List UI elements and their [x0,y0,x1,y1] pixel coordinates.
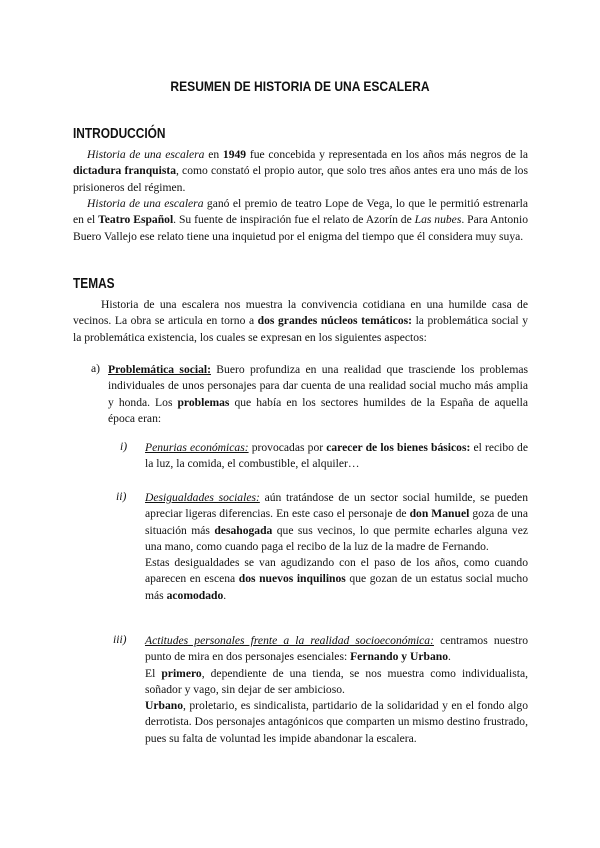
list-marker-a: a) [91,362,101,375]
list-marker-iii: iii) [113,633,127,646]
introduccion-paragraph-2: Historia de una escalera ganó el premio de teatro Lope de Vega, lo que le permitió estrenarla en el Teatro Español. Su fuente de inspiración fue el relato de Azorín de Las nubes. Para Antonio Buero Vallejo ese relato tiene una inquietud por el enigma del tiempo que él considera muy suya. [73,197,529,243]
temas-heading: TEMAS [73,276,115,292]
list-item-penurias: Penurias económicas: provocadas por carecer de los bienes básicos: el recibo de la luz, la comida, el combustible, el alquiler… [145,441,529,471]
document-title: RESUMEN DE HISTORIA DE UNA ESCALERA [170,78,430,94]
introduccion-heading: INTRODUCCIÓN [73,126,166,142]
list-marker-i: i) [120,440,128,453]
list-item-actitudes: Actitudes personales frente a la realidad socioeconómica: centramos nuestro punto de mira en dos personajes esenciales: Fernando y Urbano. El primero, dependiente de una tienda, se nos muestra como individualista, soñador y vago, sin dejar de ser ambicioso. Urbano, proletario, es sindicalista, partidario de la solidaridad y en el fondo algo derrotista. Dos personajes antagónicos que comparten un mismo destino frustrado, pues su falta de voluntad les impide abandonar la escalera. [145,634,529,745]
list-marker-ii: ii) [116,490,127,503]
introduccion-paragraph-1: Historia de una escalera en 1949 fue concebida y representada en los años más negros de la dictadura franquista, como constató el propio autor, que solo tres años antes era uno más de los prisioneros del régimen. [73,148,528,194]
list-item-desigualdades: Desigualdades sociales: aún tratándose de un sector social humilde, se pueden apreciar ligeras diferencias. En este caso el personaje de don Manuel goza de una situación más desahogada que sus vecinos, lo que permite echarles alguna vez una mano, como cuando paga el recibo de la luz de la madre de Fernando. Estas desigualdades se van agudizando con el paso de los años, como cuando aparecen en escena dos nuevos inquilinos que gozan de un estatus social mucho más acomodado. [145,491,529,602]
list-item-problematica-social: Problemática social: Buero profundiza en una realidad que trasciende los problemas individuales de unos personajes para dar cuenta de una realidad social mucho más amplia y honda. Los problemas que había en los sectores humildes de la España de aquella época eran: [108,363,528,425]
temas-paragraph: Historia de una escalera nos muestra la convivencia cotidiana en una humilde casa de vecinos. La obra se articula en torno a dos grandes núcleos temáticos: la problemática social y la problemática existencia, los cuales se expresan en los siguientes aspectos: [73,298,528,344]
